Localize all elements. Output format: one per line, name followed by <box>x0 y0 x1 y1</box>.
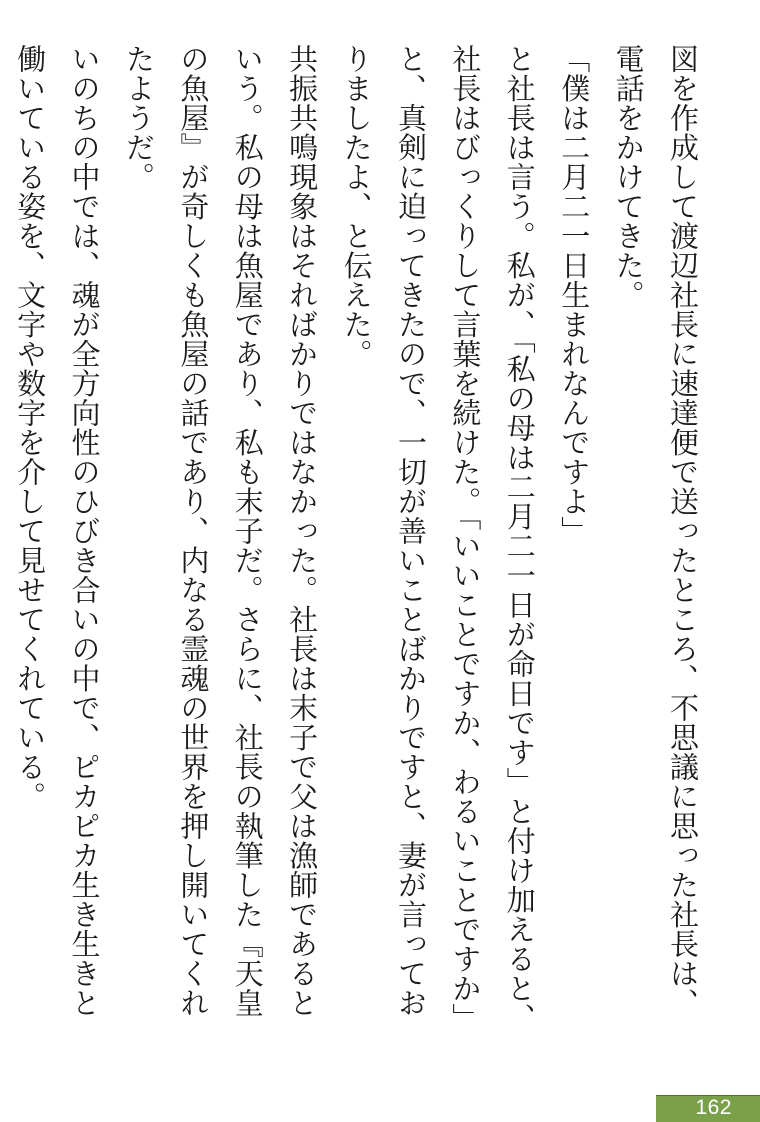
vertical-text-body <box>0 44 710 1044</box>
paragraph-2-quote: 「僕は二月二一日生まれなんですよ」 <box>557 44 592 546</box>
paragraph-6 <box>0 44 3 1044</box>
paragraph-3: と社長は言う。私が、「私の母は二月二一日が命日です」と付け加えると、社長はびっくりして言葉を続けた。「いいことですか、わるいことですか」と、真剣に迫ってきたので、一切が善いことばかりですと、妻が言っておりましたよ、と伝えた。 <box>339 44 537 1033</box>
paragraph-1: 図を作成して渡辺社長に速達便で送ったところ、不思議に思った社長は、電話をかけてきた。 <box>611 44 700 1018</box>
paragraph-5: いのちの中では、魂が全方向性のひびき合いの中で、ピカピカ生き生きと働いている姿を、文字や数字を介して見せてくれている。 <box>13 44 102 1018</box>
paragraph-4: 共振共鳴現象はそればかりではなかった。社長は末子で父は漁師であるという。私の母は魚屋であり、私も末子だ。さらに、社長の執筆した『天皇の魚屋』が奇しくも魚屋の話であり、内なる霊魂の世界を押し開いてくれたようだ。 <box>121 44 320 1018</box>
page-number: 162 <box>695 1096 732 1119</box>
